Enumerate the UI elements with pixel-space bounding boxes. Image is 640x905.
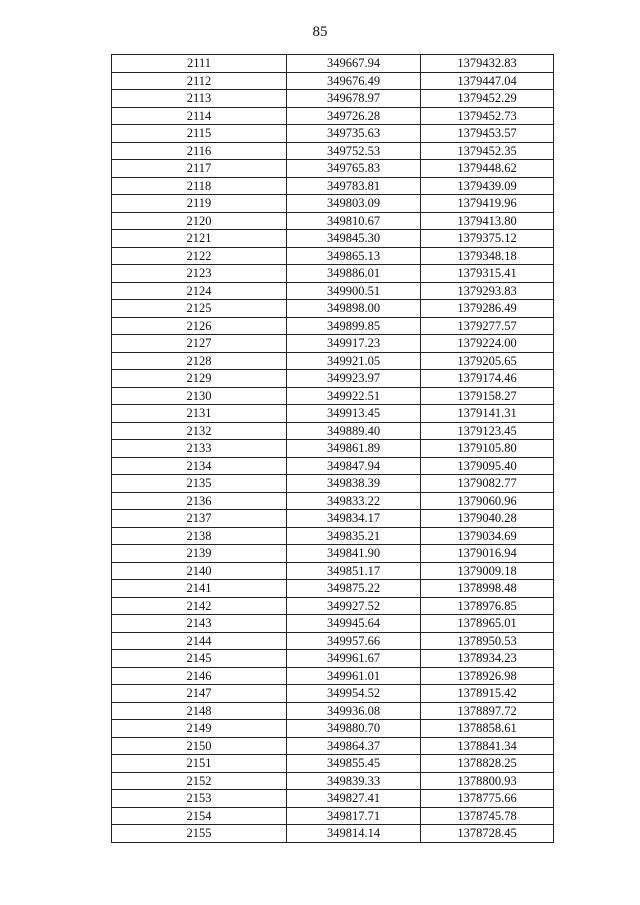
x-coordinate-cell: 349921.05 xyxy=(287,352,421,370)
point-number-cell: 2150 xyxy=(112,737,287,755)
table-row xyxy=(112,212,554,230)
y-coordinate-cell: 1378775.66 xyxy=(421,790,554,808)
table-row xyxy=(112,737,554,755)
y-coordinate-cell: 1379174.46 xyxy=(421,370,554,388)
x-coordinate-cell: 349900.51 xyxy=(287,282,421,300)
table-row xyxy=(112,352,554,370)
point-number-cell: 2152 xyxy=(112,772,287,790)
point-number-cell: 2116 xyxy=(112,142,287,160)
x-coordinate-cell: 349839.33 xyxy=(287,772,421,790)
x-coordinate-cell: 349803.09 xyxy=(287,195,421,213)
table-row xyxy=(112,90,554,108)
x-coordinate-cell: 349880.70 xyxy=(287,720,421,738)
point-number-cell: 2123 xyxy=(112,265,287,283)
table-row xyxy=(112,247,554,265)
point-number-cell: 2149 xyxy=(112,720,287,738)
table-row xyxy=(112,55,554,73)
x-coordinate-cell: 349845.30 xyxy=(287,230,421,248)
y-coordinate-cell: 1379293.83 xyxy=(421,282,554,300)
x-coordinate-cell: 349810.67 xyxy=(287,212,421,230)
y-coordinate-cell: 1379082.77 xyxy=(421,475,554,493)
point-number-cell: 2112 xyxy=(112,72,287,90)
y-coordinate-cell: 1379452.73 xyxy=(421,107,554,125)
point-number-cell: 2111 xyxy=(112,55,287,73)
table-row xyxy=(112,72,554,90)
y-coordinate-cell: 1379040.28 xyxy=(421,510,554,528)
point-number-cell: 2127 xyxy=(112,335,287,353)
y-coordinate-cell: 1378858.61 xyxy=(421,720,554,738)
y-coordinate-cell: 1379448.62 xyxy=(421,160,554,178)
x-coordinate-cell: 349765.83 xyxy=(287,160,421,178)
point-number-cell: 2139 xyxy=(112,545,287,563)
point-number-cell: 2144 xyxy=(112,632,287,650)
point-number-cell: 2143 xyxy=(112,615,287,633)
y-coordinate-cell: 1379315.41 xyxy=(421,265,554,283)
y-coordinate-cell: 1379141.31 xyxy=(421,405,554,423)
x-coordinate-cell: 349783.81 xyxy=(287,177,421,195)
y-coordinate-cell: 1378828.25 xyxy=(421,755,554,773)
table-row xyxy=(112,685,554,703)
x-coordinate-cell: 349817.71 xyxy=(287,807,421,825)
y-coordinate-cell: 1379432.83 xyxy=(421,55,554,73)
y-coordinate-cell: 1379452.29 xyxy=(421,90,554,108)
y-coordinate-cell: 1379034.69 xyxy=(421,527,554,545)
x-coordinate-cell: 349889.40 xyxy=(287,422,421,440)
table-row xyxy=(112,667,554,685)
table-row xyxy=(112,650,554,668)
x-coordinate-cell: 349898.00 xyxy=(287,300,421,318)
point-number-cell: 2129 xyxy=(112,370,287,388)
table-row xyxy=(112,440,554,458)
point-number-cell: 2120 xyxy=(112,212,287,230)
point-number-cell: 2130 xyxy=(112,387,287,405)
table-row xyxy=(112,562,554,580)
table-row xyxy=(112,772,554,790)
point-number-cell: 2145 xyxy=(112,650,287,668)
point-number-cell: 2121 xyxy=(112,230,287,248)
x-coordinate-cell: 349899.85 xyxy=(287,317,421,335)
table-row xyxy=(112,317,554,335)
x-coordinate-cell: 349834.17 xyxy=(287,510,421,528)
table-row xyxy=(112,475,554,493)
y-coordinate-cell: 1379348.18 xyxy=(421,247,554,265)
table-row xyxy=(112,422,554,440)
y-coordinate-cell: 1379452.35 xyxy=(421,142,554,160)
table-row xyxy=(112,300,554,318)
y-coordinate-cell: 1378745.78 xyxy=(421,807,554,825)
table-row xyxy=(112,720,554,738)
x-coordinate-cell: 349676.49 xyxy=(287,72,421,90)
x-coordinate-cell: 349864.37 xyxy=(287,737,421,755)
x-coordinate-cell: 349726.28 xyxy=(287,107,421,125)
y-coordinate-cell: 1378926.98 xyxy=(421,667,554,685)
table-row xyxy=(112,387,554,405)
y-coordinate-cell: 1379095.40 xyxy=(421,457,554,475)
x-coordinate-cell: 349922.51 xyxy=(287,387,421,405)
x-coordinate-cell: 349814.14 xyxy=(287,825,421,843)
table-row xyxy=(112,177,554,195)
y-coordinate-cell: 1378976.85 xyxy=(421,597,554,615)
y-coordinate-cell: 1379453.57 xyxy=(421,125,554,143)
y-coordinate-cell: 1379009.18 xyxy=(421,562,554,580)
y-coordinate-cell: 1378965.01 xyxy=(421,615,554,633)
x-coordinate-cell: 349961.01 xyxy=(287,667,421,685)
point-number-cell: 2115 xyxy=(112,125,287,143)
point-number-cell: 2153 xyxy=(112,790,287,808)
x-coordinate-cell: 349886.01 xyxy=(287,265,421,283)
x-coordinate-cell: 349875.22 xyxy=(287,580,421,598)
coordinates-table-body xyxy=(112,55,554,843)
table-row xyxy=(112,492,554,510)
point-number-cell: 2119 xyxy=(112,195,287,213)
point-number-cell: 2113 xyxy=(112,90,287,108)
y-coordinate-cell: 1379375.12 xyxy=(421,230,554,248)
point-number-cell: 2117 xyxy=(112,160,287,178)
table-row xyxy=(112,825,554,843)
point-number-cell: 2141 xyxy=(112,580,287,598)
x-coordinate-cell: 349838.39 xyxy=(287,475,421,493)
x-coordinate-cell: 349865.13 xyxy=(287,247,421,265)
x-coordinate-cell: 349678.97 xyxy=(287,90,421,108)
page-number: 85 xyxy=(312,24,328,40)
y-coordinate-cell: 1379105.80 xyxy=(421,440,554,458)
point-number-cell: 2126 xyxy=(112,317,287,335)
point-number-cell: 2155 xyxy=(112,825,287,843)
x-coordinate-cell: 349851.17 xyxy=(287,562,421,580)
point-number-cell: 2142 xyxy=(112,597,287,615)
x-coordinate-cell: 349841.90 xyxy=(287,545,421,563)
y-coordinate-cell: 1379439.09 xyxy=(421,177,554,195)
x-coordinate-cell: 349827.41 xyxy=(287,790,421,808)
y-coordinate-cell: 1378897.72 xyxy=(421,702,554,720)
y-coordinate-cell: 1378998.48 xyxy=(421,580,554,598)
y-coordinate-cell: 1378841.34 xyxy=(421,737,554,755)
table-row xyxy=(112,755,554,773)
table-row xyxy=(112,335,554,353)
table-row xyxy=(112,510,554,528)
table-row xyxy=(112,160,554,178)
y-coordinate-cell: 1378728.45 xyxy=(421,825,554,843)
y-coordinate-cell: 1379413.80 xyxy=(421,212,554,230)
x-coordinate-cell: 349954.52 xyxy=(287,685,421,703)
x-coordinate-cell: 349913.45 xyxy=(287,405,421,423)
point-number-cell: 2136 xyxy=(112,492,287,510)
x-coordinate-cell: 349752.53 xyxy=(287,142,421,160)
x-coordinate-cell: 349927.52 xyxy=(287,597,421,615)
table-row xyxy=(112,230,554,248)
table-row xyxy=(112,545,554,563)
point-number-cell: 2124 xyxy=(112,282,287,300)
point-number-cell: 2125 xyxy=(112,300,287,318)
point-number-cell: 2122 xyxy=(112,247,287,265)
x-coordinate-cell: 349861.89 xyxy=(287,440,421,458)
point-number-cell: 2146 xyxy=(112,667,287,685)
x-coordinate-cell: 349936.08 xyxy=(287,702,421,720)
x-coordinate-cell: 349847.94 xyxy=(287,457,421,475)
table-row xyxy=(112,142,554,160)
point-number-cell: 2140 xyxy=(112,562,287,580)
point-number-cell: 2131 xyxy=(112,405,287,423)
table-row xyxy=(112,195,554,213)
x-coordinate-cell: 349735.63 xyxy=(287,125,421,143)
point-number-cell: 2118 xyxy=(112,177,287,195)
point-number-cell: 2135 xyxy=(112,475,287,493)
y-coordinate-cell: 1378800.93 xyxy=(421,772,554,790)
table-row xyxy=(112,107,554,125)
y-coordinate-cell: 1379205.65 xyxy=(421,352,554,370)
table-row xyxy=(112,265,554,283)
y-coordinate-cell: 1379158.27 xyxy=(421,387,554,405)
table-row xyxy=(112,370,554,388)
y-coordinate-cell: 1378915.42 xyxy=(421,685,554,703)
y-coordinate-cell: 1378934.23 xyxy=(421,650,554,668)
y-coordinate-cell: 1379419.96 xyxy=(421,195,554,213)
table-row xyxy=(112,457,554,475)
y-coordinate-cell: 1379286.49 xyxy=(421,300,554,318)
point-number-cell: 2137 xyxy=(112,510,287,528)
table-row xyxy=(112,807,554,825)
x-coordinate-cell: 349961.67 xyxy=(287,650,421,668)
y-coordinate-cell: 1379277.57 xyxy=(421,317,554,335)
y-coordinate-cell: 1379016.94 xyxy=(421,545,554,563)
table-row xyxy=(112,580,554,598)
point-number-cell: 2134 xyxy=(112,457,287,475)
point-number-cell: 2151 xyxy=(112,755,287,773)
table-row xyxy=(112,615,554,633)
point-number-cell: 2147 xyxy=(112,685,287,703)
coordinates-table xyxy=(111,54,554,843)
x-coordinate-cell: 349833.22 xyxy=(287,492,421,510)
point-number-cell: 2138 xyxy=(112,527,287,545)
x-coordinate-cell: 349855.45 xyxy=(287,755,421,773)
table-row xyxy=(112,125,554,143)
y-coordinate-cell: 1379060.96 xyxy=(421,492,554,510)
table-row xyxy=(112,405,554,423)
x-coordinate-cell: 349957.66 xyxy=(287,632,421,650)
y-coordinate-cell: 1379447.04 xyxy=(421,72,554,90)
table-row xyxy=(112,702,554,720)
x-coordinate-cell: 349945.64 xyxy=(287,615,421,633)
y-coordinate-cell: 1379123.45 xyxy=(421,422,554,440)
x-coordinate-cell: 349835.21 xyxy=(287,527,421,545)
x-coordinate-cell: 349923.97 xyxy=(287,370,421,388)
point-number-cell: 2148 xyxy=(112,702,287,720)
table-row xyxy=(112,282,554,300)
point-number-cell: 2133 xyxy=(112,440,287,458)
x-coordinate-cell: 349667.94 xyxy=(287,55,421,73)
x-coordinate-cell: 349917.23 xyxy=(287,335,421,353)
point-number-cell: 2132 xyxy=(112,422,287,440)
table-row xyxy=(112,597,554,615)
point-number-cell: 2154 xyxy=(112,807,287,825)
y-coordinate-cell: 1379224.00 xyxy=(421,335,554,353)
point-number-cell: 2114 xyxy=(112,107,287,125)
table-row xyxy=(112,632,554,650)
y-coordinate-cell: 1378950.53 xyxy=(421,632,554,650)
table-row xyxy=(112,790,554,808)
table-row xyxy=(112,527,554,545)
point-number-cell: 2128 xyxy=(112,352,287,370)
